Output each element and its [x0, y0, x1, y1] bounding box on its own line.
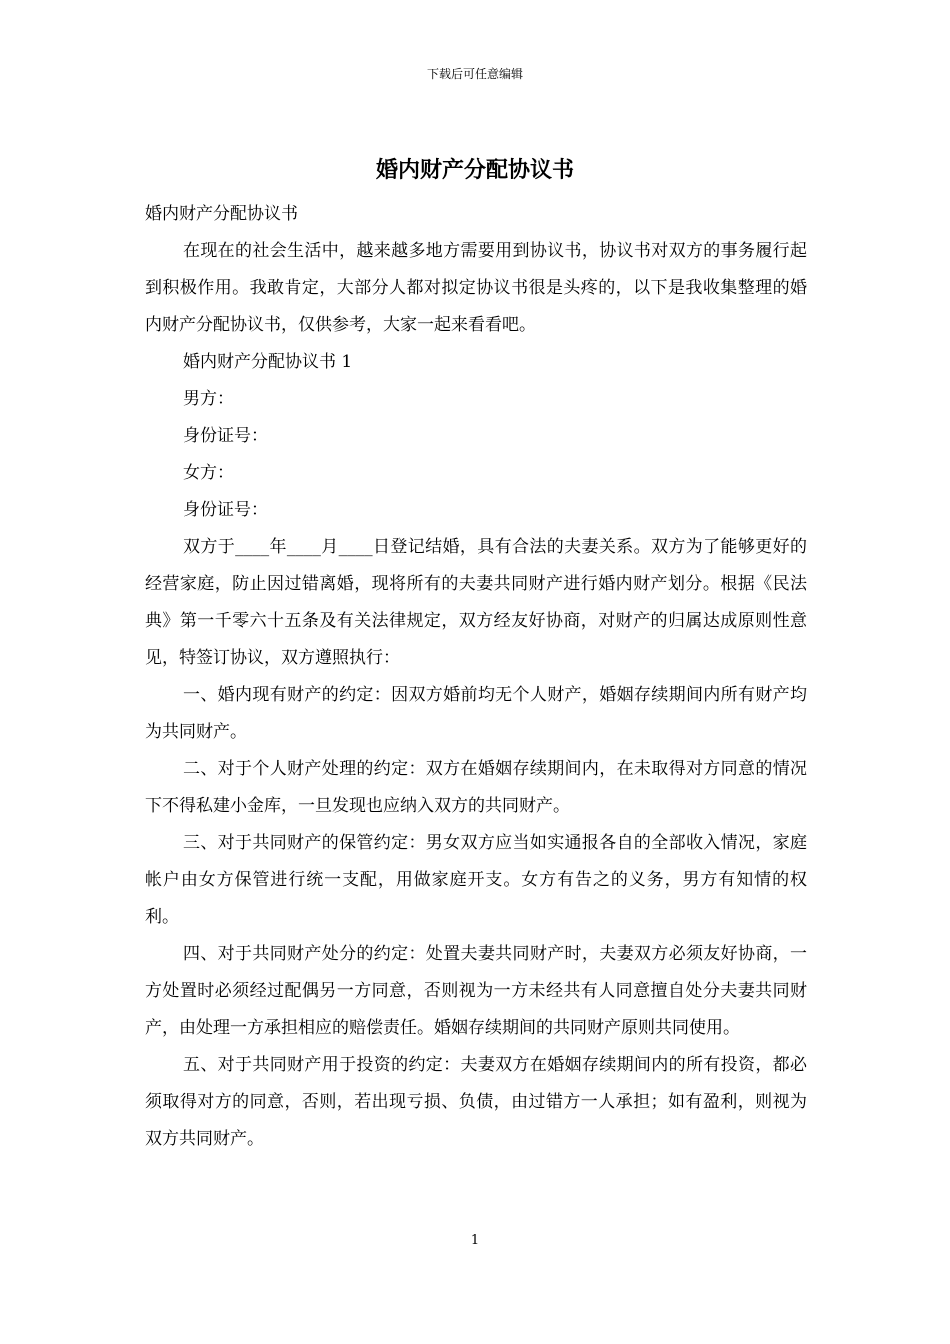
paragraph-subtitle: 婚内财产分配协议书 [145, 204, 298, 224]
paragraph-section-heading: 婚内财产分配协议书 1 [183, 352, 353, 372]
paragraph-clause-4: 四、对于共同财产处分的约定：处置夫妻共同财产时，夫妻双方必须友好协商，一方处置时必须经过配偶另一方同意，否则视为一方未经共有人同意擅自处分夫妻共同财产，由处理一方承担相应的赔偿责任。婚姻存续期间的共同财产原则共同使用。 [145, 944, 807, 1038]
paragraph-clause-5: 五、对于共同财产用于投资的约定：夫妻双方在婚姻存续期间内的所有投资，都必须取得对方的同意，否则，若出现亏损、负债，由过错方一人承担；如有盈利，则视为双方共同财产。 [145, 1055, 807, 1149]
paragraph-clause-2: 二、对于个人财产处理的约定：双方在婚姻存续期间内，在未取得对方同意的情况下不得私建小金库，一旦发现也应纳入双方的共同财产。 [145, 759, 807, 816]
paragraph-clause-3: 三、对于共同财产的保管约定：男女双方应当如实通报各自的全部收入情况，家庭帐户由女方保管进行统一支配，用做家庭开支。女方有告之的义务，男方有知情的权利。 [145, 833, 807, 927]
paragraph-male-party: 男方： [183, 389, 234, 409]
header-note: 下载后可任意编辑 [426, 67, 523, 81]
paragraph-intro: 在现在的社会生活中，越来越多地方需要用到协议书，协议书对双方的事务履行起到积极作用。我敢肯定，大部分人都对拟定协议书很是头疼的，以下是我收集整理的婚内财产分配协议书，仅供参考，大家一起来看看吧。 [145, 241, 807, 335]
paragraph-preamble: 双方于____年____月____日登记结婚，具有合法的夫妻关系。双方为了能够更好的经营家庭，防止因过错离婚，现将所有的夫妻共同财产进行婚内财产划分。根据《民法典》第一千零六十五条及有关法律规定，双方经友好协商，对财产的归属达成原则性意见，特签订协议，双方遵照执行： [145, 537, 807, 668]
document-title: 婚内财产分配协议书 [375, 157, 574, 183]
page-number: 1 [470, 1233, 480, 1248]
document-body [145, 196, 807, 1158]
paragraph-female-id: 身份证号： [183, 500, 268, 520]
paragraph-female-party: 女方： [183, 463, 234, 483]
paragraph-male-id: 身份证号： [183, 426, 268, 446]
paragraph-clause-1: 一、婚内现有财产的约定：因双方婚前均无个人财产，婚姻存续期间内所有财产均为共同财产。 [145, 685, 807, 742]
